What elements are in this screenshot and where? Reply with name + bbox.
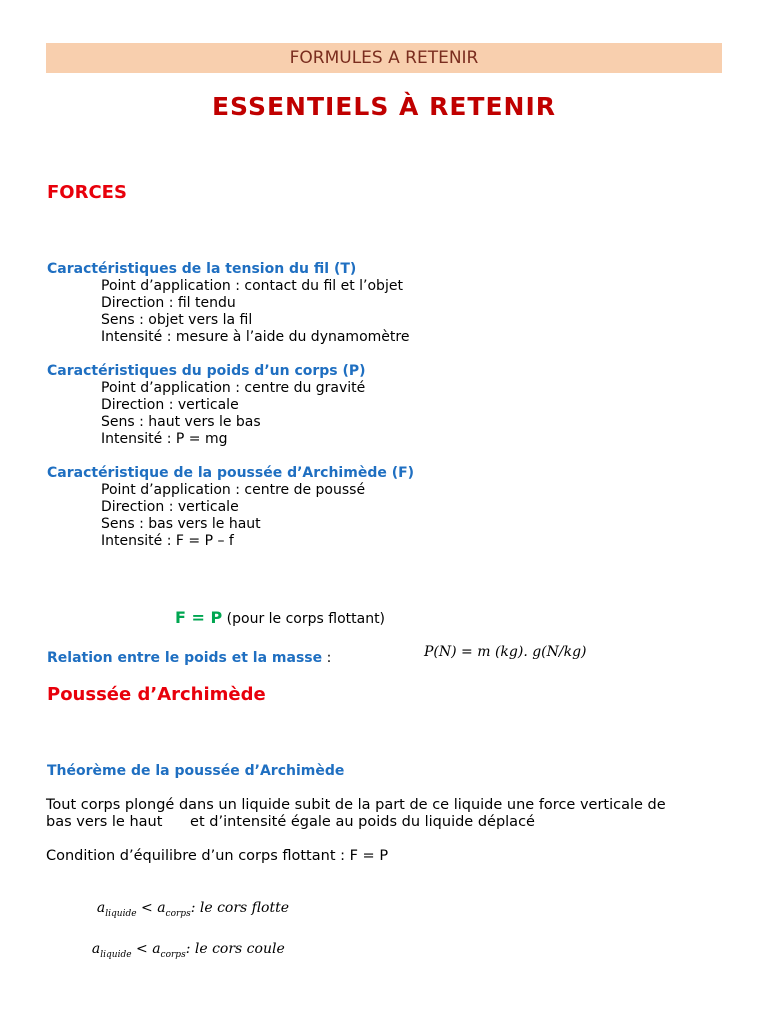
- relation-colon: :: [322, 650, 332, 666]
- tension-line: Intensité : mesure à l’aide du dynamomètre: [101, 329, 410, 345]
- page-title: ESSENTIELS À RETENIR: [211, 92, 557, 121]
- poussee-line: Point d’application : centre de poussé: [101, 482, 366, 498]
- poussee-line: Intensité : F = P – f: [101, 533, 234, 549]
- condition-float: $a_{liquide} < a_{corps}$: le cors flotte: [96, 900, 289, 919]
- section-archimede-heading: Poussée d’Archimède: [47, 684, 266, 705]
- theorem-text: Tout corps plongé dans un liquide subit de la part de ce liquide une force verticale de: [46, 797, 666, 813]
- relation-label: Relation entre le poids et la masse: [47, 650, 323, 666]
- tension-line: Direction : fil tendu: [101, 295, 236, 311]
- header-banner: FORMULES A RETENIR: [46, 43, 722, 73]
- condition-sink: $a_{liquide} < a_{corps}$: le cors coule: [91, 941, 285, 960]
- poids-heading: Caractéristiques du poids d’un corps (P): [47, 363, 366, 379]
- poussee-heading: Caractéristique de la poussée d’Archimède (F): [47, 465, 415, 481]
- float-note: (pour le corps flottant): [226, 611, 386, 627]
- poussee-line: Sens : bas vers le haut: [101, 516, 261, 532]
- float-formula-row: [175, 608, 385, 627]
- theorem-heading: Théorème de la poussée d’Archimède: [47, 763, 345, 779]
- float-formula: F = P: [175, 608, 223, 627]
- poids-line: Point d’application : centre du gravité: [101, 380, 366, 396]
- tension-line: Sens : objet vers la fil: [101, 312, 253, 328]
- poids-line: Sens : haut vers le bas: [101, 414, 261, 430]
- poussee-line: Direction : verticale: [101, 499, 239, 515]
- equilibrium-condition: Condition d’équilibre d’un corps flottant : F = P: [46, 848, 389, 864]
- section-forces-heading: FORCES: [47, 182, 127, 203]
- poids-line: Direction : verticale: [101, 397, 239, 413]
- relation-row: [47, 650, 331, 666]
- relation-formula: P(N) = m (kg). g(N/kg): [424, 644, 587, 660]
- tension-line: Point d’application : contact du fil et l’objet: [101, 278, 403, 294]
- theorem-text: bas vers le haut et d’intensité égale au poids du liquide déplacé: [46, 814, 535, 830]
- tension-heading: Caractéristiques de la tension du fil (T): [47, 261, 357, 277]
- poids-line: Intensité : P = mg: [101, 431, 228, 447]
